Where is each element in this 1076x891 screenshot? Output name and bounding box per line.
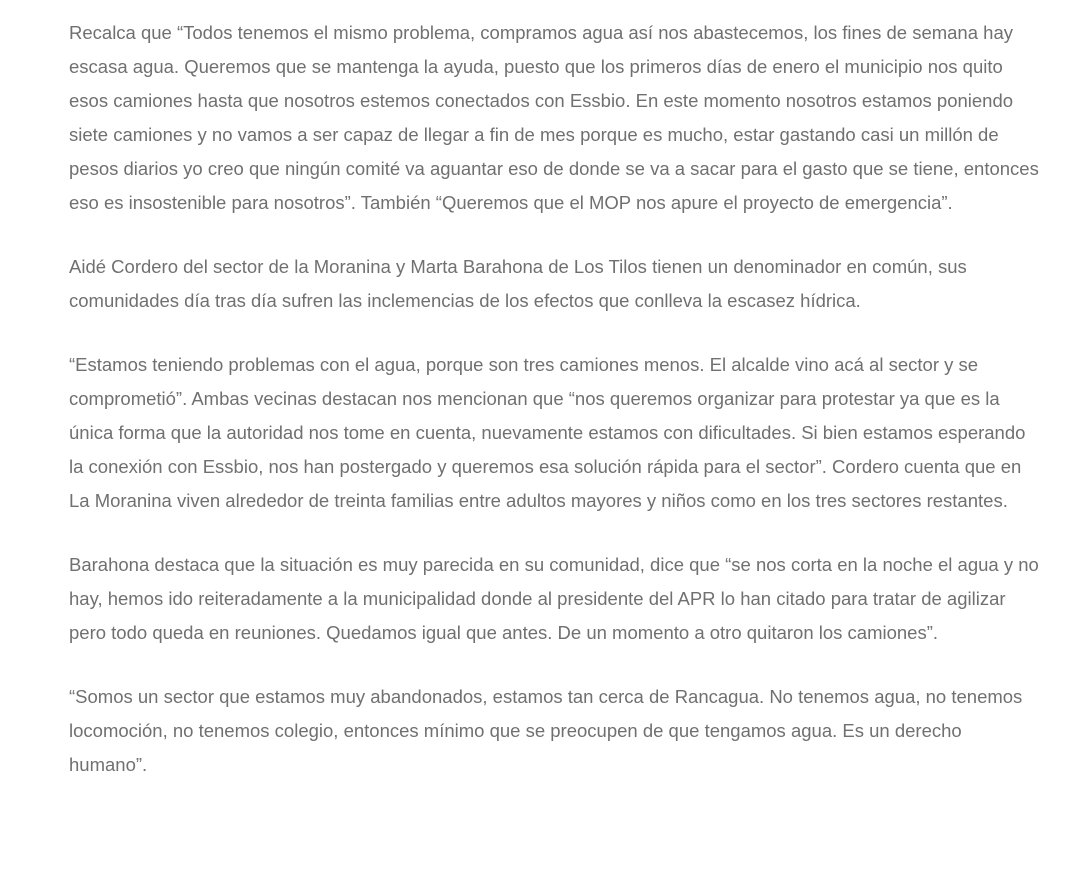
paragraph-estamos-teniendo: “Estamos teniendo problemas con el agua, porque son tres camiones menos. El alcalde vino acá al sector y se comprometió”. Ambas vecinas destacan nos mencionan que “nos queremos organizar para protestar ya que es la única forma que la autoridad nos tome en cuenta, nuevamente estamos con dificultades. Si bien estamos esperando la conexión con Essbio, nos han postergado y queremos esa solución rápida para el sector”. Cordero cuenta que en La Moranina viven alrededor de treinta familias entre adultos mayores y niños como en los tres sectores restantes.	[69, 354, 1026, 511]
paragraph-somos-un-sector: “Somos un sector que estamos muy abandonados, estamos tan cerca de Rancagua. No tenemos agua, no tenemos locomoción, no tenemos colegio, entonces mínimo que se preocupen de que tengamos agua. Es un derecho humano”.	[69, 686, 1023, 775]
paragraph-recalca: Recalca que “Todos tenemos el mismo problema, compramos agua así nos abastecemos, los fines de semana hay escasa agua. Queremos que se mantenga la ayuda, puesto que los primeros días de enero el municipio nos quito esos camiones hasta que nosotros estemos conectados con Essbio. En este momento nosotros estamos poniendo siete camiones y no vamos a ser capaz de llegar a fin de mes porque es mucho, estar gastando casi un millón de pesos diarios yo creo que ningún comité va aguantar eso de donde se va a sacar para el gasto que se tiene, entonces eso es insostenible para nosotros”. También “Queremos que el MOP nos apure el proyecto de emergencia”.	[69, 22, 1039, 213]
paragraph-barahona: Barahona destaca que la situación es muy parecida en su comunidad, dice que “se nos corta en la noche el agua y no hay, hemos ido reiteradamente a la municipalidad donde al presidente del APR lo han citado para tratar de agilizar pero todo queda en reuniones. Quedamos igual que antes. De un momento a otro quitaron los camiones”.	[69, 554, 1039, 643]
paragraph-aide-cordero: Aidé Cordero del sector de la Moranina y Marta Barahona de Los Tilos tienen un denominador en común, sus comunidades día tras día sufren las inclemencias de los efectos que conlleva la escasez hídrica.	[69, 256, 967, 311]
article-body	[69, 16, 1041, 782]
